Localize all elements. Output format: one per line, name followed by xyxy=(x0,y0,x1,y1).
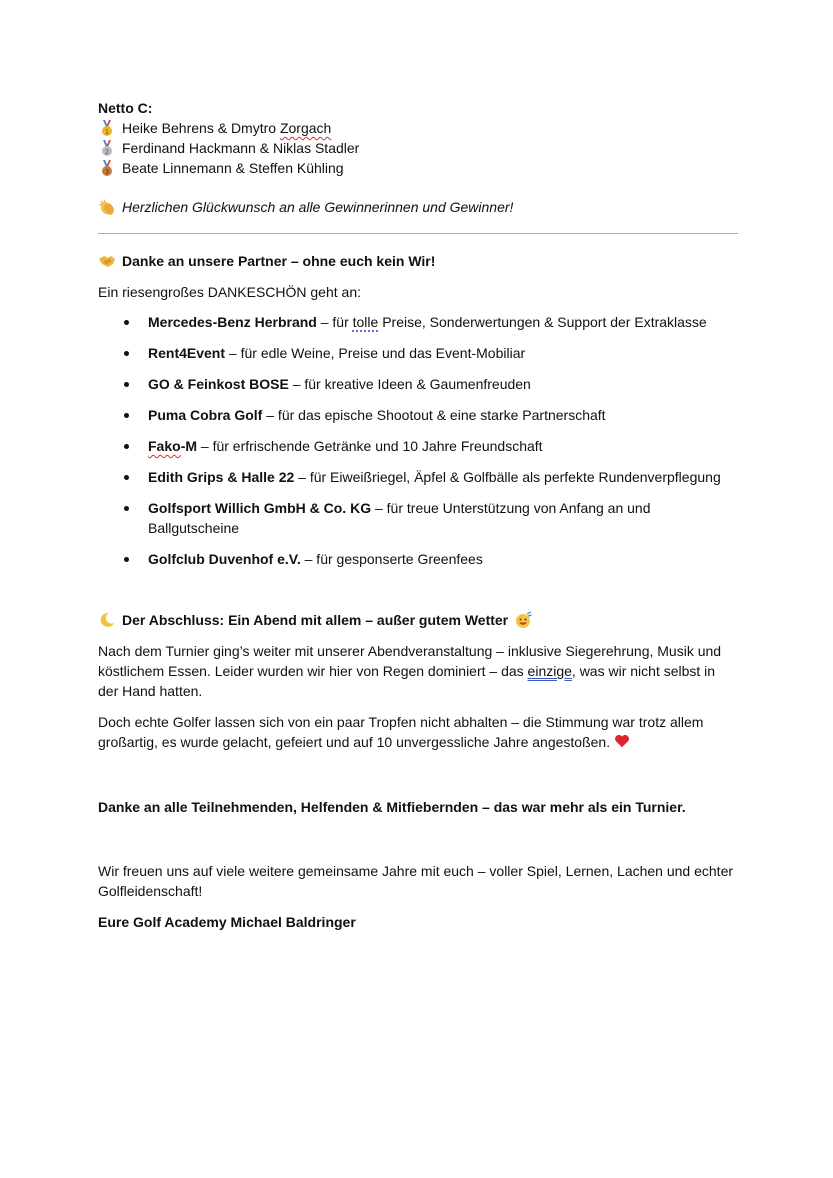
list-item: Rent4Event – für edle Weine, Preise und das Event-Mobiliar xyxy=(98,343,738,363)
results-heading: Netto C: xyxy=(98,100,153,116)
second-place xyxy=(98,138,738,158)
first-place xyxy=(98,118,738,138)
svg-text:2: 2 xyxy=(104,148,110,156)
partner-list xyxy=(98,312,738,569)
section-divider xyxy=(98,233,738,234)
third-place-label: Beate Linnemann & Steffen Kühling xyxy=(122,160,344,176)
handshake-icon xyxy=(98,252,116,270)
face-with-party-horn-icon xyxy=(514,611,532,629)
list-item: Golfsport Willich GmbH & Co. KG – für treue Unterstützung von Anfang an und Ballgutscheine xyxy=(98,498,738,538)
closing-heading-text: Der Abschluss: Ein Abend mit allem – außer gutem Wetter xyxy=(122,612,509,628)
list-item: Edith Grips & Halle 22 – für Eiweißriegel, Äpfel & Golfbälle als perfekte Rundenverpflegung xyxy=(98,467,738,487)
medal-list xyxy=(98,118,738,178)
svg-text:3: 3 xyxy=(104,168,110,176)
silver-medal-icon xyxy=(98,139,116,157)
red-heart-icon xyxy=(614,733,630,749)
document-content xyxy=(98,98,738,932)
partners-heading xyxy=(98,251,738,271)
list-item: Puma Cobra Golf – für das epische Shootout & eine starke Partnerschaft xyxy=(98,405,738,425)
partners-intro: Ein riesengroßes DANKESCHÖN geht an: xyxy=(98,284,361,300)
closing-paragraph-2: Doch echte Golfer lassen sich von ein paar Tropfen nicht abhalten – die Stimmung war trotz allem großartig, es wurde gelacht, gefeiert und auf 10 unvergessliche Jahre angestoßen. xyxy=(98,714,704,750)
list-item: Golfclub Duvenhof e.V. – für gesponserte Greenfees xyxy=(98,549,738,569)
list-item: Mercedes-Benz Herbrand – für tolle Preise, Sonderwertungen & Support der Extraklasse xyxy=(98,312,738,332)
third-place xyxy=(98,158,738,178)
second-place-label: Ferdinand Hackmann & Niklas Stadler xyxy=(122,140,360,156)
congrats-line xyxy=(98,197,738,217)
list-item: Fako-M – für erfrischende Getränke und 10 Jahre Freundschaft xyxy=(98,436,738,456)
list-item: GO & Feinkost BOSE – für kreative Ideen & Gaumenfreuden xyxy=(98,374,738,394)
bronze-medal-icon xyxy=(98,159,116,177)
crescent-moon-icon xyxy=(98,611,116,629)
outlook-paragraph: Wir freuen uns auf viele weitere gemeinsame Jahre mit euch – voller Spiel, Lernen, Lachen und echter Golfleidenschaft! xyxy=(98,863,734,899)
clapping-hands-icon xyxy=(98,198,116,216)
closing-paragraph-1: Nach dem Turnier ging’s weiter mit unserer Abendveranstaltung – inklusive Siegerehrung, Musik und köstlichem Essen. Leider wurden wir hier von Regen dominiert – das einzige, was wir nicht selbst in der Hand hatten. xyxy=(98,643,722,699)
gold-medal-icon xyxy=(98,119,116,137)
closing-heading xyxy=(98,610,738,630)
svg-text:1: 1 xyxy=(104,128,110,136)
congrats-text: Herzlichen Glückwunsch an alle Gewinnerinnen und Gewinner! xyxy=(122,199,514,215)
thanks-line: Danke an alle Teilnehmenden, Helfenden & Mitfiebernden – das war mehr als ein Turnier. xyxy=(98,799,686,815)
partners-heading-text: Danke an unsere Partner – ohne euch kein Wir! xyxy=(122,253,436,269)
signature: Eure Golf Academy Michael Baldringer xyxy=(98,914,356,930)
first-place-label: Heike Behrens & Dmytro Zorgach xyxy=(122,120,332,136)
